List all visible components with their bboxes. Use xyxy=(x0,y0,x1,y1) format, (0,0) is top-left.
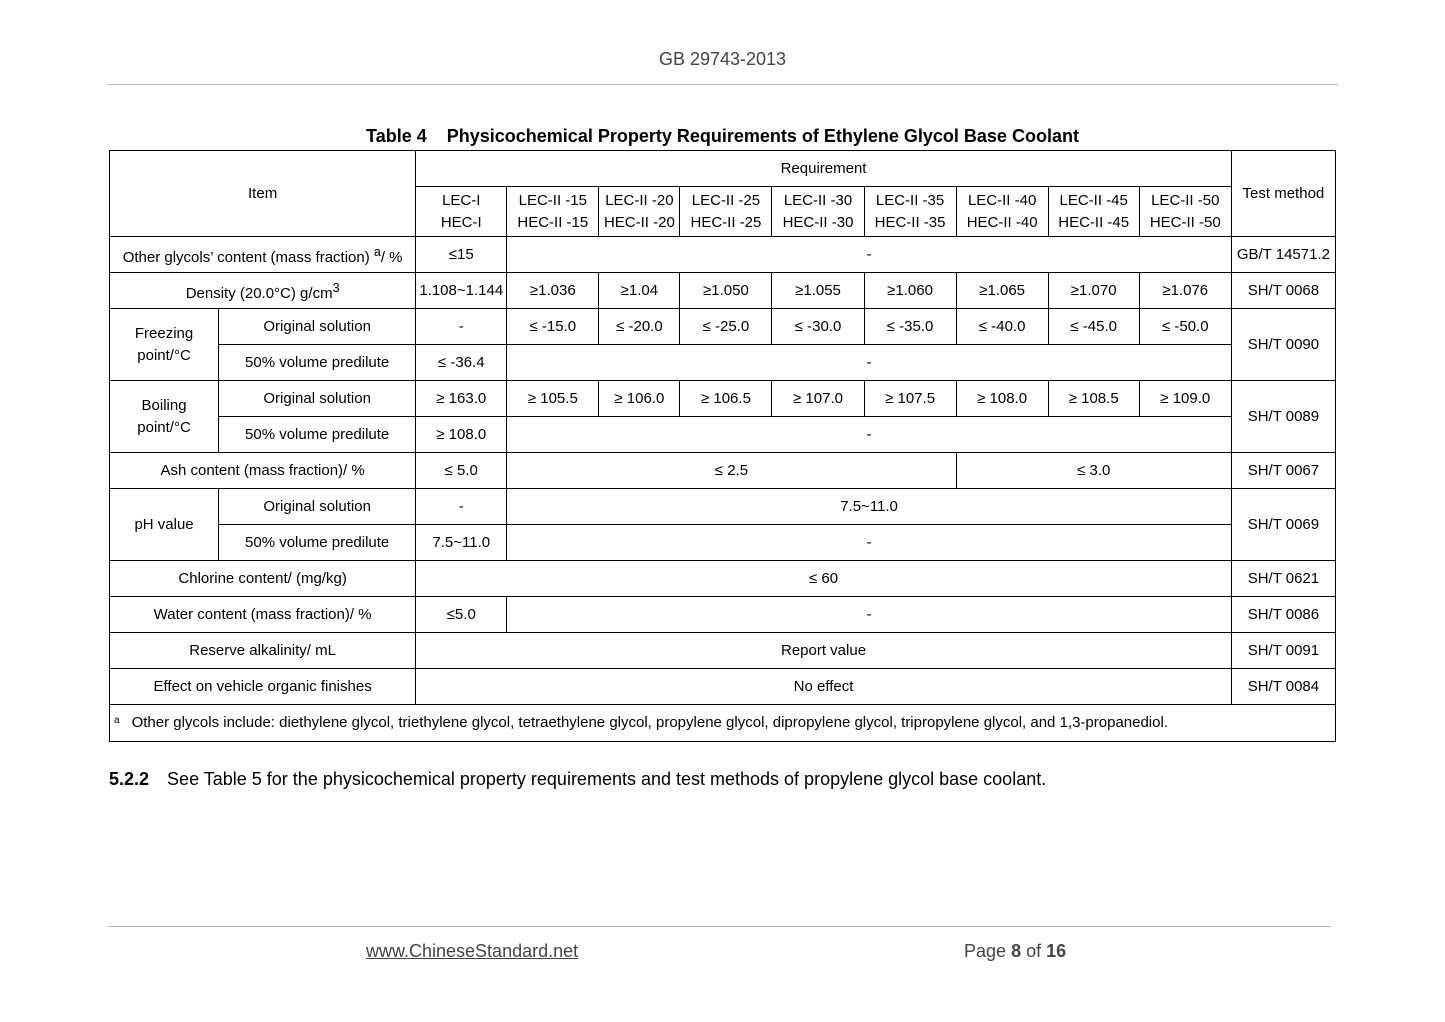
sub-item-label: Original solution xyxy=(219,381,416,417)
clause-text: See Table 5 for the physicochemical property requirements and test methods of propylene glycol base coolant. xyxy=(167,769,1047,789)
table-cell: ≤ -20.0 xyxy=(599,309,680,345)
row-other-glycols xyxy=(110,237,1336,273)
table-cell: ≥ 163.0 xyxy=(416,381,507,417)
item-label: Reserve alkalinity/ mL xyxy=(110,633,416,669)
table-cell: ≥1.036 xyxy=(507,273,599,309)
table-cell: ≥ 107.0 xyxy=(772,381,864,417)
grade-header: LEC-I HEC-I xyxy=(416,187,507,237)
row-alkalinity xyxy=(110,633,1336,669)
table-cell: ≥ 106.0 xyxy=(599,381,680,417)
sub-item-label: 50% volume predilute xyxy=(219,417,416,453)
table-cell: 7.5~11.0 xyxy=(507,489,1232,525)
test-method-cell: SH/T 0084 xyxy=(1231,669,1335,705)
grade-header: LEC-II -45 HEC-II -45 xyxy=(1048,187,1139,237)
table-cell: ≥1.055 xyxy=(772,273,864,309)
table-cell: - xyxy=(416,489,507,525)
grade-header: LEC-II -30 HEC-II -30 xyxy=(772,187,864,237)
item-label: Effect on vehicle organic finishes xyxy=(110,669,416,705)
row-freezing-predilute xyxy=(110,345,1336,381)
table-number: Table 4 xyxy=(366,126,427,146)
table-footnote: $^a$ Other glycols include: diethylene glycol, triethylene glycol, tetraethylene glycol, propylene glycol, dipropylene glycol, tripropylene glycol, and 1,3-propanediol. xyxy=(110,705,1336,742)
table-cell: - xyxy=(416,309,507,345)
table-cell: - xyxy=(507,237,1232,273)
website-link[interactable]: www.ChineseStandard.net xyxy=(366,941,579,961)
table-cell: ≥1.050 xyxy=(680,273,772,309)
table-cell: ≥ 108.0 xyxy=(956,381,1048,417)
table-cell: - xyxy=(507,417,1232,453)
test-method-cell: SH/T 0091 xyxy=(1231,633,1335,669)
row-ph-predilute xyxy=(110,525,1336,561)
test-method-header: Test method xyxy=(1231,151,1335,237)
clause-paragraph xyxy=(109,769,1046,790)
sub-item-label: Original solution xyxy=(219,309,416,345)
grade-header: LEC-II -20 HEC-II -20 xyxy=(599,187,680,237)
table-cell: ≥1.076 xyxy=(1139,273,1231,309)
item-label: Other glycols’ content (mass fraction) $^a$/ % xyxy=(110,237,416,273)
item-label: Boiling point/°C xyxy=(110,381,219,453)
row-footnote xyxy=(110,705,1336,742)
footer-rule xyxy=(107,926,1331,927)
row-ph-original xyxy=(110,489,1336,525)
table-cell: ≥ 108.0 xyxy=(416,417,507,453)
table-cell: ≤ 2.5 xyxy=(507,453,956,489)
table-cell: ≤ 3.0 xyxy=(956,453,1231,489)
table-cell: 7.5~11.0 xyxy=(416,525,507,561)
table-cell: ≥1.04 xyxy=(599,273,680,309)
table-cell: ≥1.065 xyxy=(956,273,1048,309)
item-label: Chlorine content/ (mg/kg) xyxy=(110,561,416,597)
table-cell: ≤ -25.0 xyxy=(680,309,772,345)
table-cell: ≤ -15.0 xyxy=(507,309,599,345)
table-cell: ≤ 5.0 xyxy=(416,453,507,489)
page-indicator: Page 8 of 16 xyxy=(964,941,1067,961)
table-cell: ≤5.0 xyxy=(416,597,507,633)
table-cell: ≤15 xyxy=(416,237,507,273)
table-cell: ≤ -30.0 xyxy=(772,309,864,345)
table-cell: - xyxy=(507,525,1232,561)
table-cell: No effect xyxy=(416,669,1232,705)
table-cell: ≤ -45.0 xyxy=(1048,309,1139,345)
row-freezing-original xyxy=(110,309,1336,345)
sub-item-label: 50% volume predilute xyxy=(219,345,416,381)
table-cell: ≤ -40.0 xyxy=(956,309,1048,345)
test-method-cell: SH/T 0067 xyxy=(1231,453,1335,489)
table-cell: ≤ 60 xyxy=(416,561,1232,597)
table-caption: Physicochemical Property Requirements of Ethylene Glycol Base Coolant xyxy=(446,126,1079,146)
test-method-cell: SH/T 0621 xyxy=(1231,561,1335,597)
grade-header: LEC-II -50 HEC-II -50 xyxy=(1139,187,1231,237)
table-cell: ≥1.060 xyxy=(864,273,956,309)
row-boiling-original xyxy=(110,381,1336,417)
test-method-cell: SH/T 0086 xyxy=(1231,597,1335,633)
table-cell: ≤ -36.4 xyxy=(416,345,507,381)
table-cell: - xyxy=(507,345,1232,381)
table-cell: ≥ 109.0 xyxy=(1139,381,1231,417)
header-rule xyxy=(107,84,1338,85)
table-header-row xyxy=(110,151,1336,187)
row-chlorine xyxy=(110,561,1336,597)
test-method-cell: GB/T 14571.2 xyxy=(1231,237,1335,273)
table-cell: - xyxy=(507,597,1232,633)
row-ash xyxy=(110,453,1336,489)
table-cell: 1.108~1.144 xyxy=(416,273,507,309)
sub-item-label: 50% volume predilute xyxy=(219,525,416,561)
table-cell: ≤ -50.0 xyxy=(1139,309,1231,345)
test-method-cell: SH/T 0090 xyxy=(1231,309,1335,381)
table-cell: ≥ 107.5 xyxy=(864,381,956,417)
requirements-table xyxy=(109,150,1336,742)
item-header: Item xyxy=(110,151,416,237)
test-method-cell: SH/T 0089 xyxy=(1231,381,1335,453)
row-density xyxy=(110,273,1336,309)
item-label: Density (20.0°C) $g/cm^3$ xyxy=(110,273,416,309)
item-label: Water content (mass fraction)/ % xyxy=(110,597,416,633)
clause-number: 5.2.2 xyxy=(109,769,150,789)
grade-header: LEC-II -25 HEC-II -25 xyxy=(680,187,772,237)
table-cell: Report value xyxy=(416,633,1232,669)
row-boiling-predilute xyxy=(110,417,1336,453)
grade-header: LEC-II -15 HEC-II -15 xyxy=(507,187,599,237)
table-cell: ≥ 106.5 xyxy=(680,381,772,417)
test-method-cell: SH/T 0068 xyxy=(1231,273,1335,309)
grade-header: LEC-II -40 HEC-II -40 xyxy=(956,187,1048,237)
table-cell: ≥ 108.5 xyxy=(1048,381,1139,417)
table-cell: ≥1.070 xyxy=(1048,273,1139,309)
table-cell: ≤ -35.0 xyxy=(864,309,956,345)
table-title xyxy=(0,126,1445,147)
grade-header: LEC-II -35 HEC-II -35 xyxy=(864,187,956,237)
requirement-header: Requirement xyxy=(416,151,1232,187)
item-label: Freezing point/°C xyxy=(110,309,219,381)
table-cell: ≥ 105.5 xyxy=(507,381,599,417)
document-code: GB 29743-2013 xyxy=(658,49,787,69)
row-finishes xyxy=(110,669,1336,705)
item-label: pH value xyxy=(110,489,219,561)
row-water xyxy=(110,597,1336,633)
item-label: Ash content (mass fraction)/ % xyxy=(110,453,416,489)
test-method-cell: SH/T 0069 xyxy=(1231,489,1335,561)
sub-item-label: Original solution xyxy=(219,489,416,525)
